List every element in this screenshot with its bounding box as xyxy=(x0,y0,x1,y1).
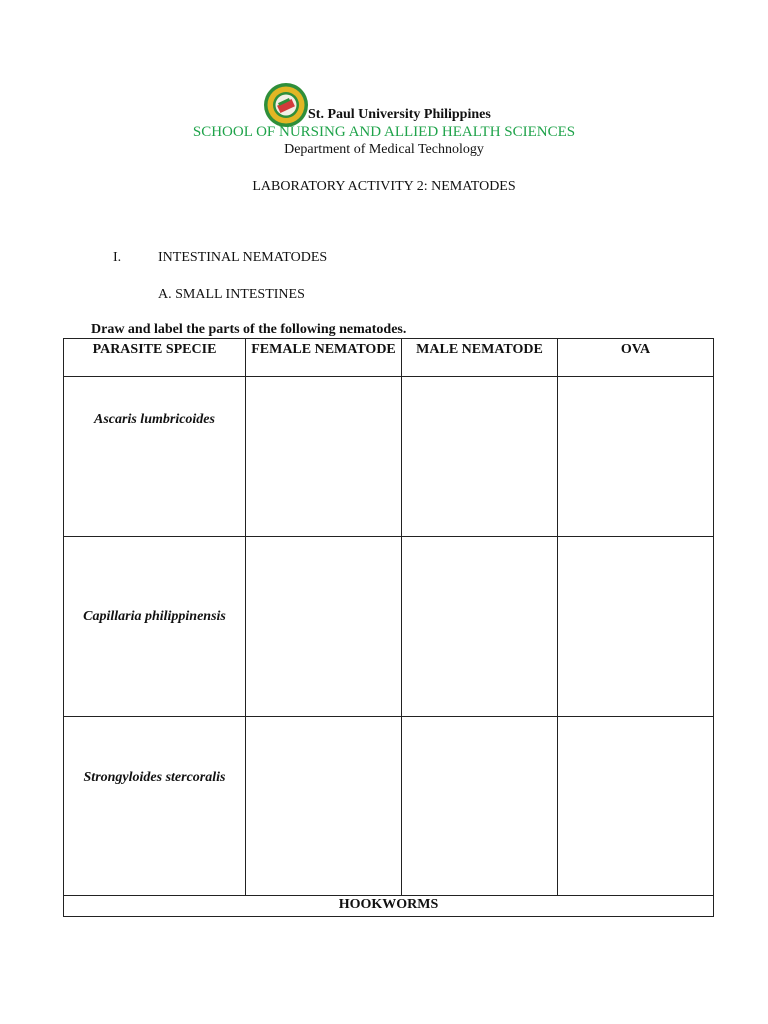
instruction-text: Draw and label the parts of the following nematodes. xyxy=(91,322,407,337)
female-drawing-cell[interactable] xyxy=(246,537,402,717)
column-header-male-nematode: MALE NEMATODE xyxy=(402,339,558,377)
table-row xyxy=(64,717,714,896)
species-name: Capillaria philippinensis xyxy=(83,609,226,624)
ova-drawing-cell[interactable] xyxy=(558,717,714,896)
department-name: Department of Medical Technology xyxy=(284,142,484,157)
column-header-parasite-specie: PARASITE SPECIE xyxy=(64,339,246,377)
section-number: I. xyxy=(113,250,122,265)
nematode-drawing-table xyxy=(63,338,714,917)
male-drawing-cell[interactable] xyxy=(402,717,558,896)
table-header-row xyxy=(64,339,714,377)
female-drawing-cell[interactable] xyxy=(246,717,402,896)
species-cell xyxy=(64,717,246,896)
subsection-title: A. SMALL INTESTINES xyxy=(158,287,305,302)
activity-title: LABORATORY ACTIVITY 2: NEMATODES xyxy=(252,179,516,194)
table-row xyxy=(64,377,714,537)
university-seal-logo-icon xyxy=(263,82,309,128)
school-name: SCHOOL OF NURSING AND ALLIED HEALTH SCIENCES xyxy=(192,124,576,140)
ova-drawing-cell[interactable] xyxy=(558,537,714,717)
species-cell xyxy=(64,537,246,717)
column-header-female-nematode: FEMALE NEMATODE xyxy=(246,339,402,377)
species-cell xyxy=(64,377,246,537)
male-drawing-cell[interactable] xyxy=(402,537,558,717)
hookworms-heading: HOOKWORMS xyxy=(64,896,714,917)
column-header-ova: OVA xyxy=(558,339,714,377)
female-drawing-cell[interactable] xyxy=(246,377,402,537)
species-name: Strongyloides stercoralis xyxy=(83,770,226,785)
male-drawing-cell[interactable] xyxy=(402,377,558,537)
section-title: INTESTINAL NEMATODES xyxy=(158,250,328,265)
hookworms-row xyxy=(64,896,714,917)
university-name: St. Paul University Philippines xyxy=(308,107,491,122)
ova-drawing-cell[interactable] xyxy=(558,377,714,537)
species-name: Ascaris lumbricoides xyxy=(94,412,215,427)
table-row xyxy=(64,537,714,717)
